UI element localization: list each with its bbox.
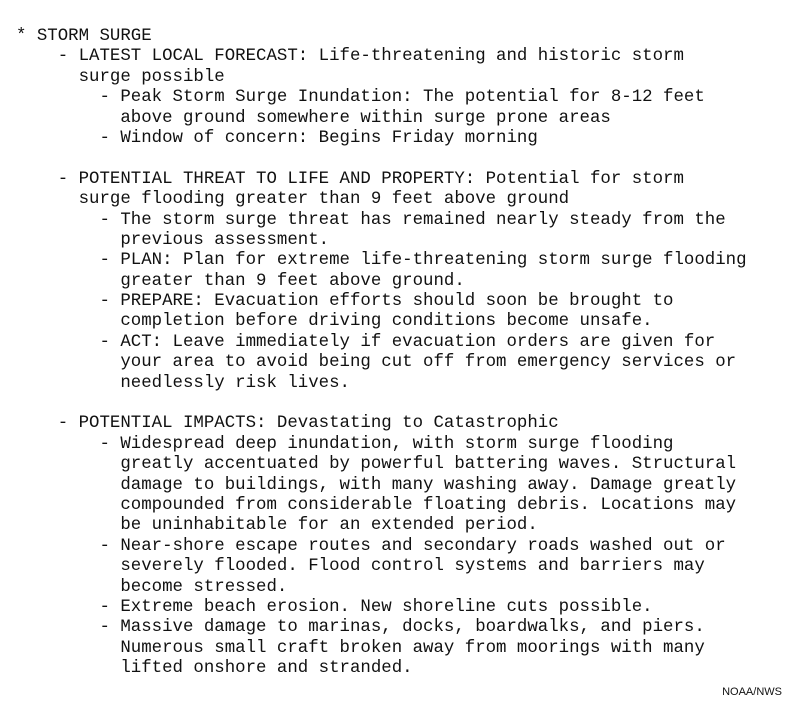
bulletin-line: previous assessment.: [16, 230, 330, 250]
bulletin-line: greatly accentuated by powerful battering waves. Structural: [16, 455, 737, 475]
bulletin-line: surge possible: [16, 67, 225, 87]
bulletin-line: - POTENTIAL IMPACTS: Devastating to Catastrophic: [16, 414, 559, 434]
storm-surge-bulletin: [16, 27, 747, 680]
bulletin-line: - PLAN: Plan for extreme life-threatening storm surge flooding: [16, 251, 747, 271]
bulletin-line: lifted onshore and stranded.: [16, 659, 413, 679]
bulletin-line: greater than 9 feet above ground.: [16, 271, 465, 291]
bulletin-line: surge flooding greater than 9 feet above ground: [16, 190, 570, 210]
bulletin-line: compounded from considerable floating debris. Locations may: [16, 495, 737, 515]
bulletin-line: be uninhabitable for an extended period.: [16, 516, 538, 536]
bulletin-line: your area to avoid being cut off from emergency services or: [16, 353, 737, 373]
bulletin-line: - Massive damage to marinas, docks, boardwalks, and piers.: [16, 618, 705, 638]
bulletin-line: - Widespread deep inundation, with storm surge flooding: [16, 434, 674, 454]
bulletin-line: * STORM SURGE: [16, 27, 152, 46]
bulletin-line: completion before driving conditions become unsafe.: [16, 312, 653, 332]
bulletin-line: - LATEST LOCAL FORECAST: Life-threatening and historic storm: [16, 47, 684, 67]
bulletin-line: needlessly risk lives.: [16, 373, 350, 393]
bulletin-line: - PREPARE: Evacuation efforts should soon be brought to: [16, 292, 674, 312]
bulletin-line: damage to buildings, with many washing away. Damage greatly: [16, 475, 737, 495]
bulletin-line: - POTENTIAL THREAT TO LIFE AND PROPERTY: Potential for storm: [16, 169, 684, 189]
bulletin-line: - ACT: Leave immediately if evacuation orders are given for: [16, 332, 716, 352]
bulletin-line: Numerous small craft broken away from moorings with many: [16, 638, 705, 658]
bulletin-line: severely flooded. Flood control systems and barriers may: [16, 557, 705, 577]
bulletin-line: - Window of concern: Begins Friday morning: [16, 128, 538, 148]
bulletin-line: above ground somewhere within surge prone areas: [16, 108, 611, 128]
bulletin-line: - Extreme beach erosion. New shoreline cuts possible.: [16, 597, 653, 617]
blank-line: [16, 394, 747, 414]
bulletin-line: - The storm surge threat has remained nearly steady from the: [16, 210, 726, 230]
bulletin-line: - Peak Storm Surge Inundation: The potential for 8-12 feet: [16, 88, 705, 108]
source-credit: NOAA/NWS: [722, 686, 782, 698]
blank-line: [16, 149, 747, 169]
bulletin-line: - Near-shore escape routes and secondary roads washed out or: [16, 536, 726, 556]
bulletin-line: become stressed.: [16, 577, 288, 597]
